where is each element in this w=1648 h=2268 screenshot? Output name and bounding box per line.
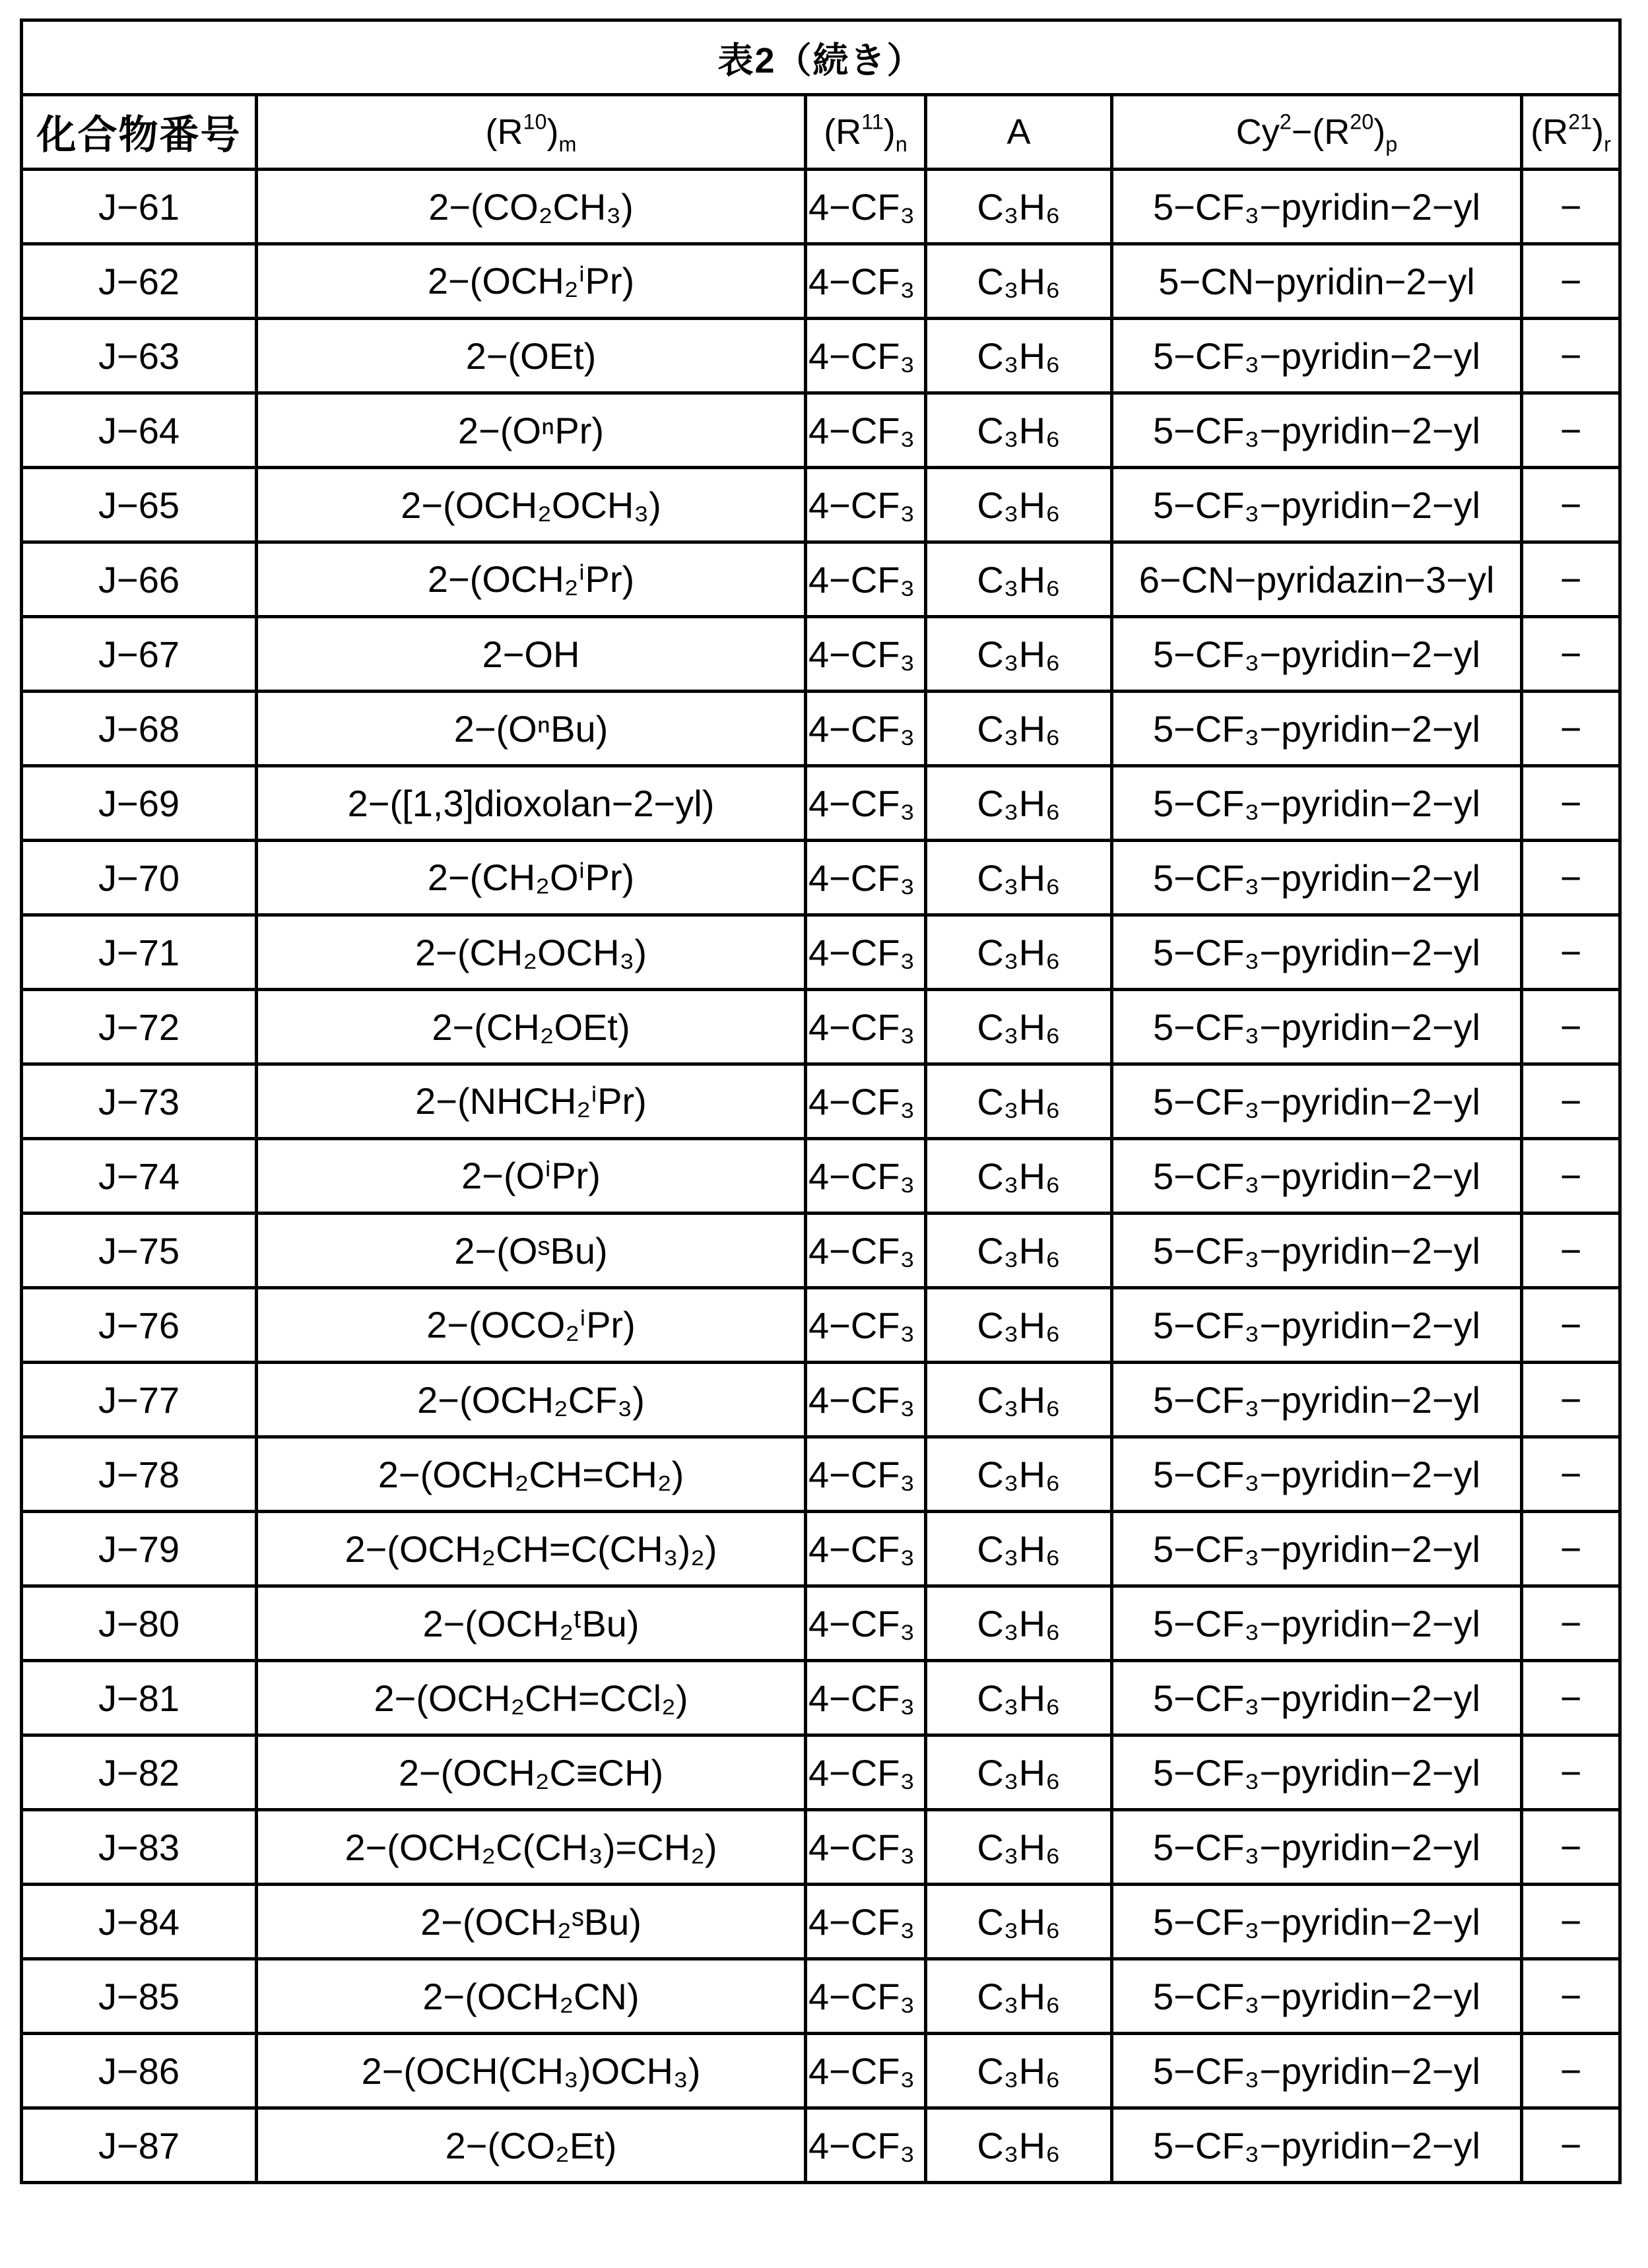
r21-cell: − bbox=[1522, 1437, 1620, 1512]
table-row bbox=[22, 1885, 1620, 1959]
r11-cell: 4−CF₃ bbox=[806, 1810, 926, 1885]
r10-cell: 2−(OCH₂C≡CH) bbox=[257, 1735, 806, 1810]
r10-cell: 2−(OⁱPr) bbox=[257, 1139, 806, 1214]
a-cell: C₃H₆ bbox=[926, 1735, 1112, 1810]
table-row bbox=[22, 915, 1620, 990]
a-cell: C₃H₆ bbox=[926, 1885, 1112, 1959]
header-r21 bbox=[1522, 95, 1620, 170]
a-cell: C₃H₆ bbox=[926, 542, 1112, 617]
a-cell: C₃H₆ bbox=[926, 468, 1112, 542]
compound-number-cell: J−69 bbox=[22, 766, 257, 841]
table-row bbox=[22, 1437, 1620, 1512]
table-row bbox=[22, 2108, 1620, 2183]
r21-cell: − bbox=[1522, 319, 1620, 393]
r11-cell: 4−CF₃ bbox=[806, 915, 926, 990]
table-row bbox=[22, 1363, 1620, 1437]
a-cell: C₃H₆ bbox=[926, 319, 1112, 393]
r11-cell: 4−CF₃ bbox=[806, 990, 926, 1064]
r11-cell: 4−CF₃ bbox=[806, 1885, 926, 1959]
r21-cell: − bbox=[1522, 692, 1620, 766]
r21-cell: − bbox=[1522, 1288, 1620, 1363]
cy2-cell: 5−CF₃−pyridin−2−yl bbox=[1112, 841, 1522, 915]
cy2-cell: 5−CF₃−pyridin−2−yl bbox=[1112, 1288, 1522, 1363]
r21-cell: − bbox=[1522, 468, 1620, 542]
a-cell: C₃H₆ bbox=[926, 2108, 1112, 2183]
r21-cell: − bbox=[1522, 1885, 1620, 1959]
compound-number-cell: J−72 bbox=[22, 990, 257, 1064]
r21-cell: − bbox=[1522, 244, 1620, 319]
cy2-cell: 5−CF₃−pyridin−2−yl bbox=[1112, 692, 1522, 766]
header-close: ) bbox=[883, 112, 896, 152]
table-row bbox=[22, 393, 1620, 468]
a-cell: C₃H₆ bbox=[926, 244, 1112, 319]
header-close: ) bbox=[546, 112, 559, 152]
cy2-cell: 5−CF₃−pyridin−2−yl bbox=[1112, 468, 1522, 542]
header-a bbox=[926, 95, 1112, 170]
r21-cell: − bbox=[1522, 915, 1620, 990]
table-title-row bbox=[22, 20, 1620, 95]
r11-cell: 4−CF₃ bbox=[806, 1214, 926, 1288]
r21-cell: − bbox=[1522, 1363, 1620, 1437]
cy2-cell: 5−CF₃−pyridin−2−yl bbox=[1112, 1810, 1522, 1885]
r11-cell: 4−CF₃ bbox=[806, 170, 926, 244]
table-row bbox=[22, 542, 1620, 617]
compound-number-cell: J−80 bbox=[22, 1586, 257, 1661]
compound-table bbox=[20, 18, 1622, 2184]
r10-cell: 2−(CO₂CH₃) bbox=[257, 170, 806, 244]
r21-cell: − bbox=[1522, 170, 1620, 244]
header-close: ) bbox=[1592, 112, 1604, 152]
r10-cell: 2−(OCH₂ˢBu) bbox=[257, 1885, 806, 1959]
header-sup: 21 bbox=[1568, 110, 1593, 134]
compound-number-cell: J−83 bbox=[22, 1810, 257, 1885]
a-cell: C₃H₆ bbox=[926, 692, 1112, 766]
r21-cell: − bbox=[1522, 766, 1620, 841]
a-cell: C₃H₆ bbox=[926, 1288, 1112, 1363]
a-cell: C₃H₆ bbox=[926, 1363, 1112, 1437]
header-label: 化合物番号 bbox=[36, 113, 242, 157]
cy2-cell: 5−CF₃−pyridin−2−yl bbox=[1112, 1735, 1522, 1810]
r11-cell: 4−CF₃ bbox=[806, 841, 926, 915]
r21-cell: − bbox=[1522, 1661, 1620, 1735]
header-sup: 11 bbox=[861, 110, 884, 134]
r10-cell: 2−(NHCH₂ⁱPr) bbox=[257, 1064, 806, 1139]
table-row bbox=[22, 1512, 1620, 1586]
r10-cell: 2−(CH₂OEt) bbox=[257, 990, 806, 1064]
header-sub: p bbox=[1385, 132, 1398, 156]
cy2-cell: 5−CF₃−pyridin−2−yl bbox=[1112, 1139, 1522, 1214]
r21-cell: − bbox=[1522, 841, 1620, 915]
a-cell: C₃H₆ bbox=[926, 1661, 1112, 1735]
cy2-cell: 6−CN−pyridazin−3−yl bbox=[1112, 542, 1522, 617]
r10-cell: 2−(OⁿBu) bbox=[257, 692, 806, 766]
a-cell: C₃H₆ bbox=[926, 1810, 1112, 1885]
r11-cell: 4−CF₃ bbox=[806, 393, 926, 468]
compound-number-cell: J−67 bbox=[22, 617, 257, 692]
r10-cell: 2−(OCH₂ᵗBu) bbox=[257, 1586, 806, 1661]
r10-cell: 2−(OCH₂CN) bbox=[257, 1959, 806, 2034]
a-cell: C₃H₆ bbox=[926, 2034, 1112, 2108]
a-cell: C₃H₆ bbox=[926, 1437, 1112, 1512]
compound-number-cell: J−79 bbox=[22, 1512, 257, 1586]
r10-cell: 2−(OCH₂CH=CCl₂) bbox=[257, 1661, 806, 1735]
compound-number-cell: J−63 bbox=[22, 319, 257, 393]
compound-number-cell: J−70 bbox=[22, 841, 257, 915]
cy2-cell: 5−CF₃−pyridin−2−yl bbox=[1112, 1064, 1522, 1139]
r11-cell: 4−CF₃ bbox=[806, 2108, 926, 2183]
header-sup: 2 bbox=[1279, 110, 1292, 134]
table-row bbox=[22, 1288, 1620, 1363]
r11-cell: 4−CF₃ bbox=[806, 1064, 926, 1139]
compound-number-cell: J−71 bbox=[22, 915, 257, 990]
r10-cell: 2−(OCH₂ⁱPr) bbox=[257, 244, 806, 319]
table-row bbox=[22, 170, 1620, 244]
compound-number-cell: J−81 bbox=[22, 1661, 257, 1735]
r11-cell: 4−CF₃ bbox=[806, 2034, 926, 2108]
r11-cell: 4−CF₃ bbox=[806, 468, 926, 542]
compound-number-cell: J−74 bbox=[22, 1139, 257, 1214]
compound-number-cell: J−86 bbox=[22, 2034, 257, 2108]
compound-number-cell: J−82 bbox=[22, 1735, 257, 1810]
r10-cell: 2−(OⁿPr) bbox=[257, 393, 806, 468]
r10-cell: 2−(OˢBu) bbox=[257, 1214, 806, 1288]
cy2-cell: 5−CF₃−pyridin−2−yl bbox=[1112, 1885, 1522, 1959]
compound-number-cell: J−85 bbox=[22, 1959, 257, 2034]
a-cell: C₃H₆ bbox=[926, 393, 1112, 468]
cy2-cell: 5−CF₃−pyridin−2−yl bbox=[1112, 319, 1522, 393]
r11-cell: 4−CF₃ bbox=[806, 1661, 926, 1735]
r21-cell: − bbox=[1522, 2034, 1620, 2108]
table-row bbox=[22, 766, 1620, 841]
header-r11 bbox=[806, 95, 926, 170]
r11-cell: 4−CF₃ bbox=[806, 1512, 926, 1586]
r21-cell: − bbox=[1522, 1735, 1620, 1810]
compound-number-cell: J−62 bbox=[22, 244, 257, 319]
a-cell: C₃H₆ bbox=[926, 1512, 1112, 1586]
r10-cell: 2−(CO₂Et) bbox=[257, 2108, 806, 2183]
a-cell: C₃H₆ bbox=[926, 990, 1112, 1064]
r21-cell: − bbox=[1522, 1214, 1620, 1288]
compound-number-cell: J−68 bbox=[22, 692, 257, 766]
r10-cell: 2−(OCH₂CH=C(CH₃)₂) bbox=[257, 1512, 806, 1586]
cy2-cell: 5−CF₃−pyridin−2−yl bbox=[1112, 1586, 1522, 1661]
cy2-cell: 5−CF₃−pyridin−2−yl bbox=[1112, 1512, 1522, 1586]
cy2-cell: 5−CF₃−pyridin−2−yl bbox=[1112, 1661, 1522, 1735]
table-row bbox=[22, 1810, 1620, 1885]
header-cy2 bbox=[1112, 95, 1522, 170]
a-cell: C₃H₆ bbox=[926, 915, 1112, 990]
compound-number-cell: J−77 bbox=[22, 1363, 257, 1437]
table-row bbox=[22, 1064, 1620, 1139]
a-cell: C₃H₆ bbox=[926, 1959, 1112, 2034]
table-row bbox=[22, 1661, 1620, 1735]
compound-number-cell: J−87 bbox=[22, 2108, 257, 2183]
compound-number-cell: J−84 bbox=[22, 1885, 257, 1959]
r21-cell: − bbox=[1522, 1139, 1620, 1214]
table-row bbox=[22, 1735, 1620, 1810]
table-row bbox=[22, 468, 1620, 542]
r11-cell: 4−CF₃ bbox=[806, 244, 926, 319]
table-row bbox=[22, 1586, 1620, 1661]
r11-cell: 4−CF₃ bbox=[806, 1437, 926, 1512]
r21-cell: − bbox=[1522, 1959, 1620, 2034]
r11-cell: 4−CF₃ bbox=[806, 1139, 926, 1214]
r10-cell: 2−(OCH(CH₃)OCH₃) bbox=[257, 2034, 806, 2108]
r21-cell: − bbox=[1522, 1586, 1620, 1661]
table-row bbox=[22, 990, 1620, 1064]
r10-cell: 2−(OCH₂C(CH₃)=CH₂) bbox=[257, 1810, 806, 1885]
cy2-cell: 5−CN−pyridin−2−yl bbox=[1112, 244, 1522, 319]
cy2-cell: 5−CF₃−pyridin−2−yl bbox=[1112, 393, 1522, 468]
compound-number-cell: J−66 bbox=[22, 542, 257, 617]
header-r10 bbox=[257, 95, 806, 170]
r21-cell: − bbox=[1522, 2108, 1620, 2183]
a-cell: C₃H₆ bbox=[926, 1586, 1112, 1661]
header-sup: 20 bbox=[1350, 110, 1374, 134]
header-sub: n bbox=[895, 132, 907, 156]
table-title: 表2（続き） bbox=[22, 20, 1620, 95]
header-sub: r bbox=[1604, 132, 1611, 156]
compound-number-cell: J−76 bbox=[22, 1288, 257, 1363]
a-cell: C₃H₆ bbox=[926, 1139, 1112, 1214]
table-row bbox=[22, 617, 1620, 692]
r11-cell: 4−CF₃ bbox=[806, 319, 926, 393]
table-row bbox=[22, 841, 1620, 915]
r11-cell: 4−CF₃ bbox=[806, 1959, 926, 2034]
r10-cell: 2−(OCH₂CF₃) bbox=[257, 1363, 806, 1437]
header-compound-no bbox=[22, 95, 257, 170]
a-cell: C₃H₆ bbox=[926, 170, 1112, 244]
r10-cell: 2−(CH₂OCH₃) bbox=[257, 915, 806, 990]
r21-cell: − bbox=[1522, 393, 1620, 468]
a-cell: C₃H₆ bbox=[926, 1214, 1112, 1288]
r10-cell: 2−(OCH₂ⁱPr) bbox=[257, 542, 806, 617]
cy2-cell: 5−CF₃−pyridin−2−yl bbox=[1112, 1959, 1522, 2034]
cy2-cell: 5−CF₃−pyridin−2−yl bbox=[1112, 1214, 1522, 1288]
cy2-cell: 5−CF₃−pyridin−2−yl bbox=[1112, 766, 1522, 841]
r21-cell: − bbox=[1522, 1810, 1620, 1885]
r11-cell: 4−CF₃ bbox=[806, 692, 926, 766]
table-row bbox=[22, 319, 1620, 393]
cy2-cell: 5−CF₃−pyridin−2−yl bbox=[1112, 1437, 1522, 1512]
compound-number-cell: J−73 bbox=[22, 1064, 257, 1139]
r11-cell: 4−CF₃ bbox=[806, 1363, 926, 1437]
cy2-cell: 5−CF₃−pyridin−2−yl bbox=[1112, 2034, 1522, 2108]
header-label: Cy bbox=[1236, 112, 1280, 152]
cy2-cell: 5−CF₃−pyridin−2−yl bbox=[1112, 915, 1522, 990]
header-label: (R bbox=[1531, 112, 1569, 152]
r11-cell: 4−CF₃ bbox=[806, 1288, 926, 1363]
table-row bbox=[22, 1959, 1620, 2034]
r21-cell: − bbox=[1522, 1064, 1620, 1139]
r21-cell: − bbox=[1522, 542, 1620, 617]
table-row bbox=[22, 2034, 1620, 2108]
r10-cell: 2−([1,3]dioxolan−2−yl) bbox=[257, 766, 806, 841]
cy2-cell: 5−CF₃−pyridin−2−yl bbox=[1112, 990, 1522, 1064]
r11-cell: 4−CF₃ bbox=[806, 1735, 926, 1810]
table-row bbox=[22, 1139, 1620, 1214]
cy2-cell: 5−CF₃−pyridin−2−yl bbox=[1112, 2108, 1522, 2183]
compound-number-cell: J−65 bbox=[22, 468, 257, 542]
r11-cell: 4−CF₃ bbox=[806, 1586, 926, 1661]
r10-cell: 2−(CH₂OⁱPr) bbox=[257, 841, 806, 915]
r11-cell: 4−CF₃ bbox=[806, 766, 926, 841]
a-cell: C₃H₆ bbox=[926, 841, 1112, 915]
header-sup: 10 bbox=[523, 110, 547, 134]
a-cell: C₃H₆ bbox=[926, 766, 1112, 841]
header-label: A bbox=[1006, 112, 1031, 152]
r10-cell: 2−(OEt) bbox=[257, 319, 806, 393]
table-body bbox=[22, 170, 1620, 2183]
cy2-cell: 5−CF₃−pyridin−2−yl bbox=[1112, 170, 1522, 244]
header-mid: −(R bbox=[1291, 112, 1350, 152]
a-cell: C₃H₆ bbox=[926, 617, 1112, 692]
table-row bbox=[22, 1214, 1620, 1288]
r10-cell: 2−OH bbox=[257, 617, 806, 692]
compound-number-cell: J−75 bbox=[22, 1214, 257, 1288]
header-sub: m bbox=[558, 132, 577, 156]
a-cell: C₃H₆ bbox=[926, 1064, 1112, 1139]
header-label: (R bbox=[824, 112, 862, 152]
cy2-cell: 5−CF₃−pyridin−2−yl bbox=[1112, 617, 1522, 692]
compound-number-cell: J−78 bbox=[22, 1437, 257, 1512]
r10-cell: 2−(OCH₂CH=CH₂) bbox=[257, 1437, 806, 1512]
r11-cell: 4−CF₃ bbox=[806, 617, 926, 692]
compound-number-cell: J−61 bbox=[22, 170, 257, 244]
r10-cell: 2−(OCH₂OCH₃) bbox=[257, 468, 806, 542]
r21-cell: − bbox=[1522, 617, 1620, 692]
compound-number-cell: J−64 bbox=[22, 393, 257, 468]
header-label: (R bbox=[485, 112, 523, 152]
r21-cell: − bbox=[1522, 990, 1620, 1064]
r10-cell: 2−(OCO₂ⁱPr) bbox=[257, 1288, 806, 1363]
table-header-row bbox=[22, 95, 1620, 170]
table-row bbox=[22, 692, 1620, 766]
table-row bbox=[22, 244, 1620, 319]
header-close: ) bbox=[1373, 112, 1386, 152]
r21-cell: − bbox=[1522, 1512, 1620, 1586]
r11-cell: 4−CF₃ bbox=[806, 542, 926, 617]
cy2-cell: 5−CF₃−pyridin−2−yl bbox=[1112, 1363, 1522, 1437]
